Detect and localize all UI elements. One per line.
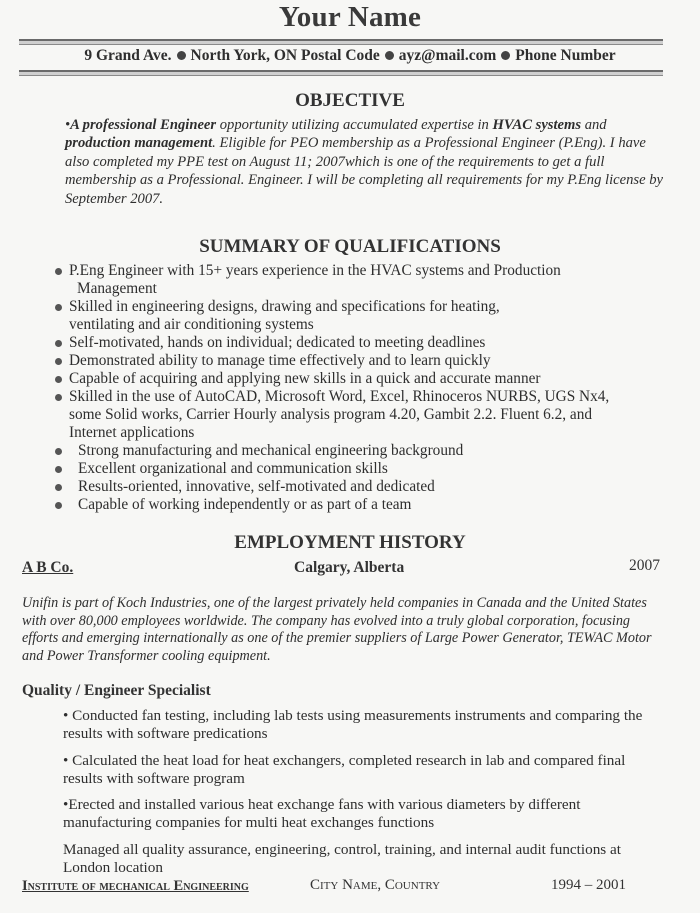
contact-email: ayz@mail.com xyxy=(398,47,497,64)
qualification-item xyxy=(0,262,700,298)
qualification-line: Skilled in engineering designs, drawing and specifications for heating, xyxy=(69,298,500,315)
header-rule-top xyxy=(19,39,663,45)
qualification-line: Strong manufacturing and mechanical engineering background xyxy=(78,442,464,459)
qualification-item xyxy=(0,334,700,352)
qualification-line: Demonstrated ability to manage time effectively and to learn quickly xyxy=(69,352,491,369)
duty-item: •Erected and installed various heat exchange fans with various diameters by different manufacturing companies for multi heat exchanges functions xyxy=(63,796,581,832)
bullet-icon xyxy=(55,484,62,491)
bullet-icon xyxy=(55,340,62,347)
company-description: Unifin is part of Koch Industries, one of the largest privately held companies in Canada and the United States with over 80,000 employees worldwide. The company has evolved into a truly global corporation, focusing efforts and emerging internationally as one of the premier suppliers of Large Power Generator, TEWAC Motor and Power Transformer cooling equipment. xyxy=(22,595,652,664)
bullet-icon xyxy=(55,268,62,275)
qualification-line: Management xyxy=(77,280,157,297)
objective-segment: production management xyxy=(65,135,213,152)
qualification-line: Self-motivated, hands on individual; dedicated to meeting deadlines xyxy=(69,334,486,351)
bullet-icon xyxy=(55,394,62,401)
contact-address: 9 Grand Ave. xyxy=(84,47,172,64)
education-institution: Institute of mechanical Engineering xyxy=(22,878,249,894)
bullet-icon xyxy=(55,376,62,383)
qualification-line: some Solid works, Carrier Hourly analysis program 4.20, Gambit 2.2. Fluent 6.2, and xyxy=(69,406,592,423)
qualification-line: Results-oriented, innovative, self-motivated and dedicated xyxy=(78,478,435,495)
contact-city: North York, ON Postal Code xyxy=(190,47,380,64)
bullet-icon xyxy=(55,502,62,509)
qualification-item xyxy=(0,298,700,334)
qualification-line: Capable of acquiring and applying new skills in a quick and accurate manner xyxy=(69,370,541,387)
bullet-icon xyxy=(55,466,62,473)
qualification-item xyxy=(0,496,700,514)
company-name: A B Co. xyxy=(22,559,74,576)
qualification-item xyxy=(0,352,700,370)
qualification-line: Excellent organizational and communication skills xyxy=(78,460,388,477)
qualification-line: ventilating and air conditioning systems xyxy=(69,316,314,333)
qualification-line: P.Eng Engineer with 15+ years experience in the HVAC systems and Production xyxy=(69,262,561,279)
objective-text xyxy=(65,116,665,208)
qualification-item xyxy=(0,442,700,460)
qualification-item xyxy=(0,388,700,442)
bullet-icon xyxy=(55,304,62,311)
education-city: City Name, Country xyxy=(310,877,441,893)
objective-heading: OBJECTIVE xyxy=(295,90,405,111)
objective-segment: . Eligible for PEO membership as a Professional Engineer (P.Eng). I have also completed my PPE test on August 11; 2007which is one of the requirements to get a full membership as a Professional. Engineer. I will be completing all requirements for my P.Eng license by September 2007. xyxy=(65,135,663,207)
bullet-icon: • xyxy=(65,117,71,133)
company-location: Calgary, Alberta xyxy=(294,559,405,576)
objective-segment: and xyxy=(581,117,607,133)
qualification-line: Skilled in the use of AutoCAD, Microsoft Word, Excel, Rhinoceros NURBS, UGS Nx4, xyxy=(69,388,610,405)
duty-item: Managed all quality assurance, engineering, control, training, and internal audit functions at London location xyxy=(63,841,621,877)
qualifications-list xyxy=(0,262,700,514)
qualifications-heading: SUMMARY OF QUALIFICATIONS xyxy=(199,236,501,257)
objective-segment: A professional Engineer xyxy=(70,117,217,133)
qualification-item xyxy=(0,370,700,388)
bullet-separator-icon xyxy=(501,51,510,60)
qualification-line: Internet applications xyxy=(69,424,195,441)
qualification-item xyxy=(0,478,700,496)
header-rule-bottom xyxy=(19,70,663,76)
employment-year: 2007 xyxy=(629,557,660,574)
employment-heading: EMPLOYMENT HISTORY xyxy=(234,532,466,553)
contact-line xyxy=(0,47,700,65)
bullet-icon xyxy=(55,448,62,455)
duty-item: • Conducted fan testing, including lab tests using measurements instruments and comparing the results with software predications xyxy=(63,707,643,743)
candidate-name: Your Name xyxy=(278,1,422,33)
job-title: Quality / Engineer Specialist xyxy=(22,682,211,699)
qualification-line: Capable of working independently or as part of a team xyxy=(78,496,412,513)
objective-segment: opportunity utilizing accumulated expertise in xyxy=(216,117,493,133)
bullet-separator-icon xyxy=(177,51,186,60)
education-years: 1994 – 2001 xyxy=(551,877,626,893)
objective-segment: HVAC systems xyxy=(492,117,582,133)
duty-item: • Calculated the heat load for heat exchangers, completed research in lab and compared final results with software program xyxy=(63,752,626,788)
contact-phone: Phone Number xyxy=(515,47,616,64)
bullet-icon xyxy=(55,358,62,365)
qualification-item xyxy=(0,460,700,478)
bullet-separator-icon xyxy=(385,51,394,60)
